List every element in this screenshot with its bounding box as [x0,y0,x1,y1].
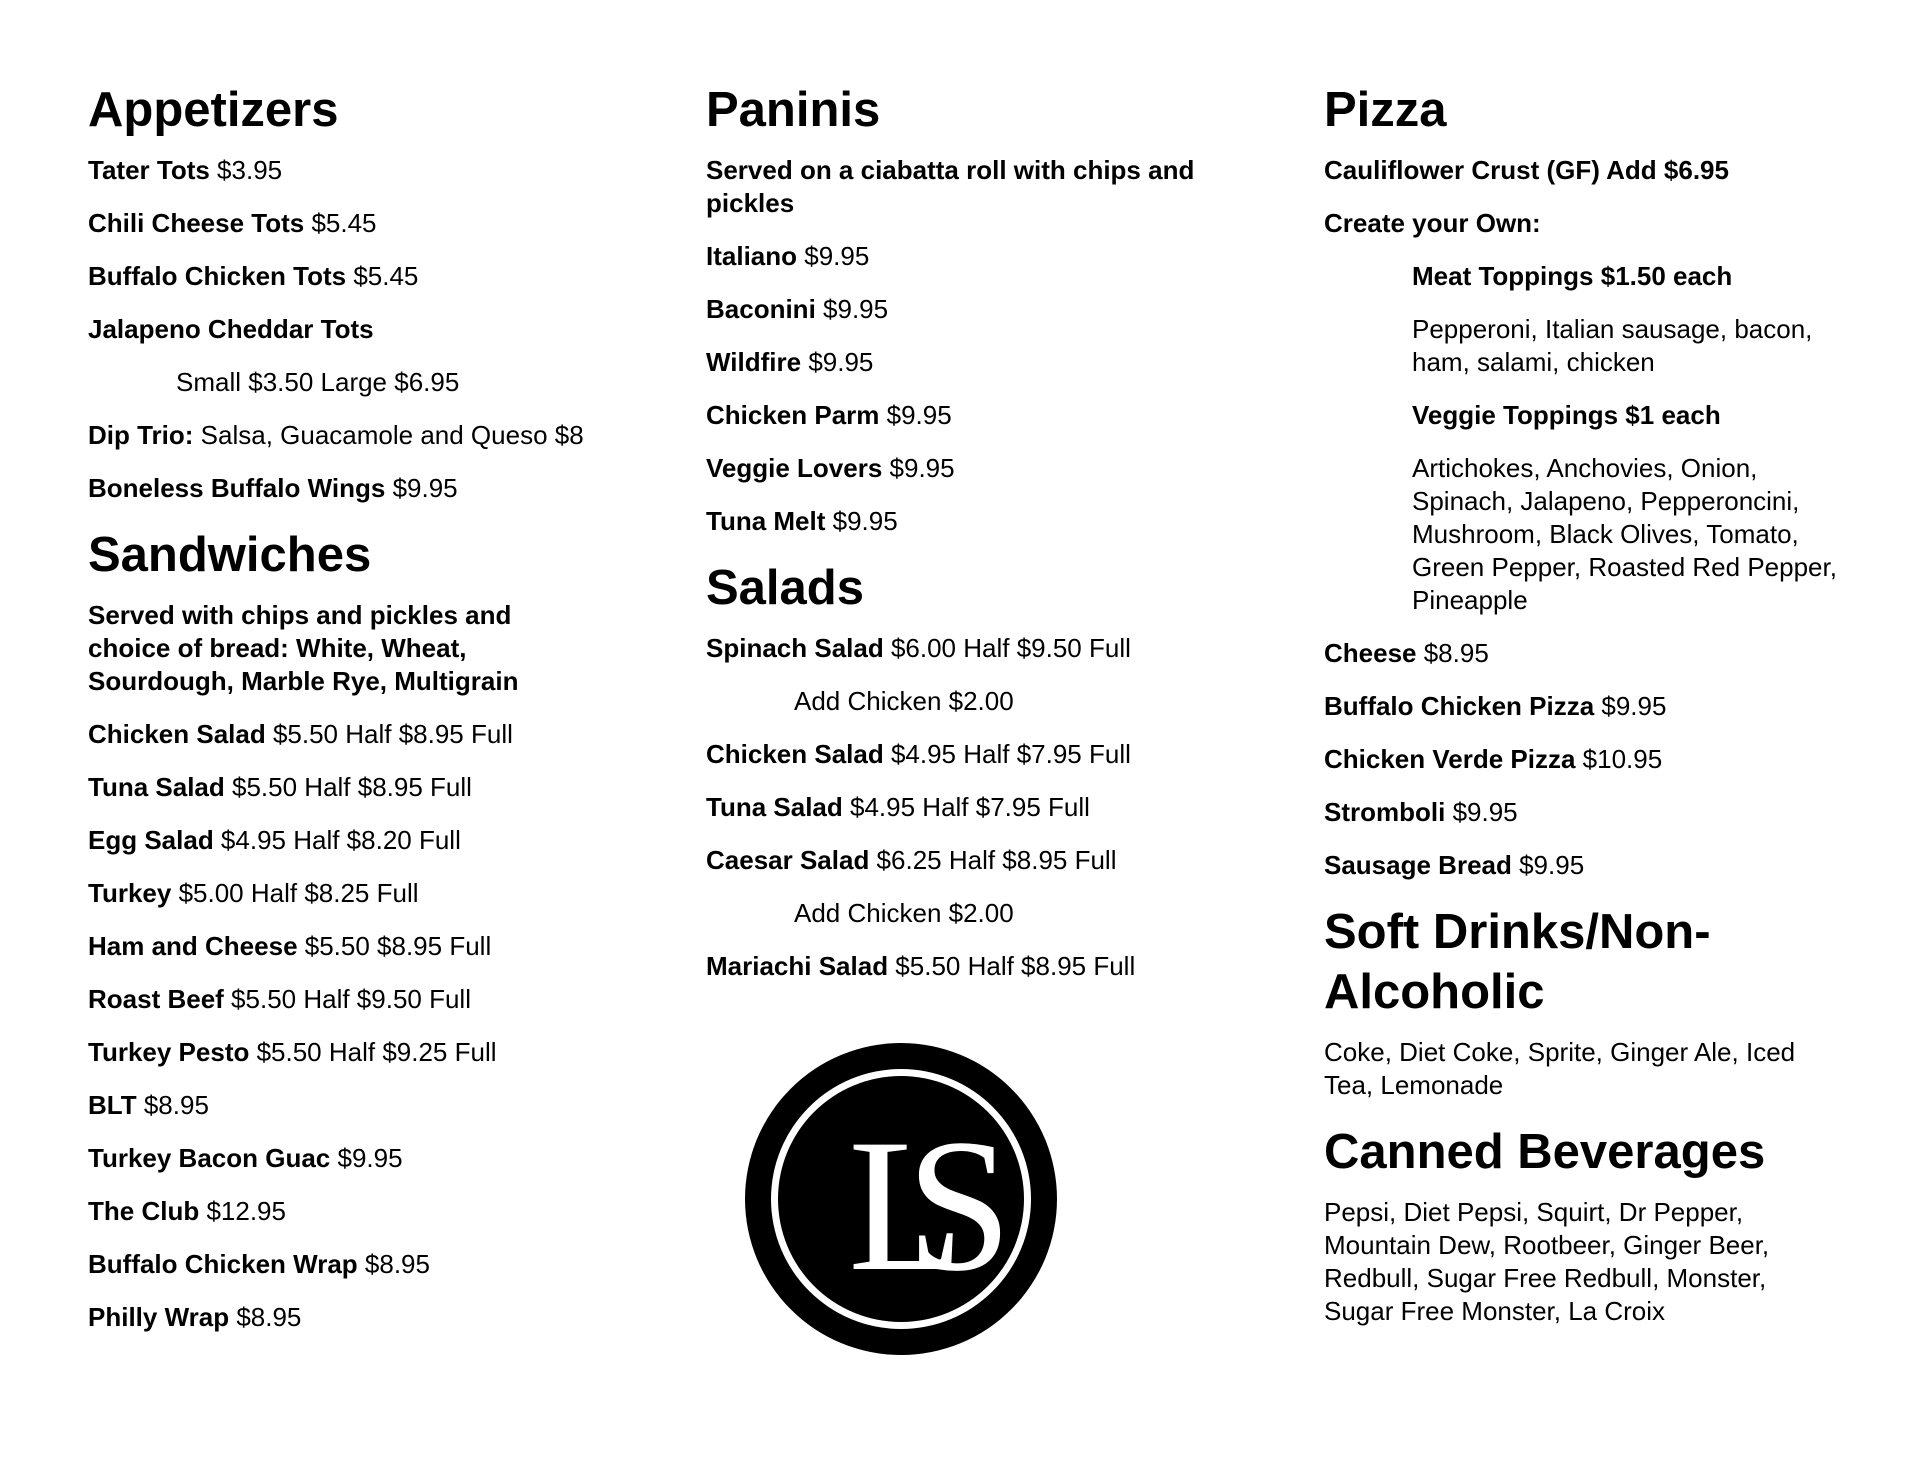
item-price: $4.95 Half $7.95 Full [883,739,1131,769]
item-price: $5.50 Half $9.50 Full [223,984,471,1014]
paninis-note: Served on a ciabatta roll with chips and pickles [706,155,1195,218]
item-name: Jalapeno Cheddar Tots [88,314,374,344]
menu-item [1324,690,1864,723]
item-name: Italiano [706,241,798,271]
item-name: Mariachi Salad [706,951,889,981]
menu-item [88,1301,648,1334]
menu-item [88,718,648,751]
veggie-toppings-list: Artichokes, Anchovies, Onion, Spinach, Jalapeno, Pepperoncini, Mushroom, Black Olives, Tomato, Green Pepper, Roasted Red Pepper, Pineapple [1412,453,1837,615]
item-name: Chicken Parm [706,400,880,430]
item-name: Chicken Verde Pizza [1324,744,1576,774]
item-price: $8.95 [136,1090,209,1120]
menu-item [88,1248,648,1281]
menu-item [88,313,648,346]
appetizers-section [88,80,648,505]
item-price: $5.50 Half $8.95 Full [265,719,513,749]
item-name: Ham and Cheese [88,931,298,961]
item-name: Buffalo Chicken Tots [88,261,347,291]
item-name: Buffalo Chicken Pizza [1324,691,1595,721]
paninis-section [706,80,1266,538]
item-price: $5.45 [346,261,419,291]
salads-section [706,558,1266,983]
item-name: Wildfire [706,347,802,377]
item-price: $5.45 [304,208,377,238]
item-name: Stromboli [1324,797,1446,827]
meat-toppings-list: Pepperoni, Italian sausage, bacon, ham, salami, chicken [1412,314,1813,377]
item-name: Tuna Melt [706,506,826,536]
menu-item [88,1142,648,1175]
appetizers-heading: Appetizers [88,83,339,137]
addon-line: Add Chicken $2.00 [794,686,1014,716]
menu-item [88,930,648,963]
item-price: $9.95 [801,347,874,377]
menu-item [706,399,1266,432]
menu-item [706,293,1266,326]
sandwiches-note: Served with chips and pickles and choice of bread: White, Wheat, Sourdough, Marble Rye, Multigrain [88,600,519,696]
item-price: $5.50 $8.95 Full [297,931,492,961]
item-name: Dip Trio: [88,420,194,450]
menu-item [88,771,648,804]
item-name: Caesar Salad [706,845,870,875]
menu-item [706,950,1266,983]
menu-item [706,505,1266,538]
item-name: Chicken Salad [88,719,266,749]
item-name: Tuna Salad [706,792,843,822]
salads-heading: Salads [706,561,864,615]
soft-drinks-heading: Soft Drinks/Non-Alcoholic [1324,905,1711,1019]
menu-item [88,824,648,857]
item-price: $9.95 [815,294,889,324]
item-name: Baconini [706,294,816,324]
item-price: $6.00 Half $9.50 Full [883,633,1131,663]
menu-item [1324,849,1864,882]
soft-drinks-list: Coke, Diet Coke, Sprite, Ginger Ale, Iced Tea, Lemonade [1324,1037,1796,1100]
item-name: Turkey [88,878,172,908]
item-price: $9.95 [385,473,458,503]
menu-item [88,1089,648,1122]
item-name: Chicken Salad [706,739,884,769]
pizza-create-own: Create your Own: [1324,208,1541,238]
menu-item [1324,743,1864,776]
menu-item [1324,637,1864,670]
menu-item [706,452,1266,485]
menu-item [88,260,648,293]
item-name: Boneless Buffalo Wings [88,473,386,503]
item-name: Buffalo Chicken Wrap [88,1249,358,1279]
menu-item [1324,796,1864,829]
item-name: Veggie Lovers [706,453,883,483]
menu-item [706,738,1266,771]
item-price: $9.95 [797,241,870,271]
paninis-heading: Paninis [706,83,881,137]
item-name: Turkey Bacon Guac [88,1143,331,1173]
item-price: $9.95 [330,1143,403,1173]
menu-item [88,154,648,187]
pizza-heading: Pizza [1324,83,1447,137]
canned-beverages-list: Pepsi, Diet Pepsi, Squirt, Dr Pepper, Mountain Dew, Rootbeer, Ginger Beer, Redbull, Sugar Free Redbull, Monster, Sugar Free Monster, La Croix [1324,1197,1770,1326]
veggie-toppings-heading: Veggie Toppings $1 each [1412,400,1721,430]
menu-item [88,983,648,1016]
meat-toppings-heading: Meat Toppings $1.50 each [1412,261,1733,291]
item-price: $8.95 [229,1302,302,1332]
item-price: $6.25 Half $8.95 Full [869,845,1117,875]
item-price: $9.95 [1445,797,1518,827]
item-price: $9.95 [879,400,952,430]
sandwiches-heading: Sandwiches [88,528,372,582]
sandwiches-section [88,525,648,1334]
menu-column-left [88,80,648,1354]
menu-item [706,791,1266,824]
item-name: Roast Beef [88,984,224,1014]
menu-item [706,240,1266,273]
item-price: $4.95 Half $8.20 Full [213,825,461,855]
item-name: Tuna Salad [88,772,225,802]
menu-column-middle [706,80,1266,1003]
item-price: $5.50 Half $8.95 Full [888,951,1136,981]
item-name: BLT [88,1090,137,1120]
item-price: $8.95 [1416,638,1489,668]
item-price: $3.95 [209,155,283,185]
item-name: Cheese [1324,638,1417,668]
item-name: Tater Tots [88,155,210,185]
item-name: Turkey Pesto [88,1037,250,1067]
pizza-crust-option: Cauliflower Crust (GF) Add $6.95 [1324,155,1729,185]
pizza-section [1324,80,1864,882]
menu-item [706,844,1266,877]
item-name: The Club [88,1196,200,1226]
menu-item [88,1036,648,1069]
menu-item [88,472,648,505]
item-name: Spinach Salad [706,633,884,663]
canned-beverages-heading: Canned Beverages [1324,1125,1766,1179]
soft-drinks-section [1324,902,1864,1102]
item-price: $9.95 [1511,850,1585,880]
item-price: $4.95 Half $7.95 Full [842,792,1090,822]
item-price: $5.50 Half $9.25 Full [249,1037,497,1067]
menu-item [706,632,1266,665]
item-price: Salsa, Guacamole and Queso $8 [193,420,584,450]
item-price: $8.95 [357,1249,430,1279]
item-price: $9.95 [1594,691,1667,721]
menu-item [706,346,1266,379]
jalapeno-sizes: Small $3.50 Large $6.95 [176,367,460,397]
item-price: $9.95 [882,453,955,483]
menu-item [88,419,648,452]
item-name: Egg Salad [88,825,214,855]
item-price: $5.00 Half $8.25 Full [171,878,419,908]
item-price: $9.95 [825,506,898,536]
menu-column-right [1324,80,1864,1348]
item-name: Sausage Bread [1324,850,1512,880]
canned-beverages-section [1324,1122,1864,1328]
ls-logo [743,1041,1059,1357]
logo-monogram: LS [848,1101,954,1311]
item-name: Philly Wrap [88,1302,230,1332]
menu-item [88,207,648,240]
menu-item [88,877,648,910]
item-name: Chili Cheese Tots [88,208,305,238]
item-price: $5.50 Half $8.95 Full [224,772,472,802]
item-price: $12.95 [199,1196,286,1226]
menu-item [88,1195,648,1228]
addon-line: Add Chicken $2.00 [794,898,1014,928]
item-price: $10.95 [1575,744,1663,774]
